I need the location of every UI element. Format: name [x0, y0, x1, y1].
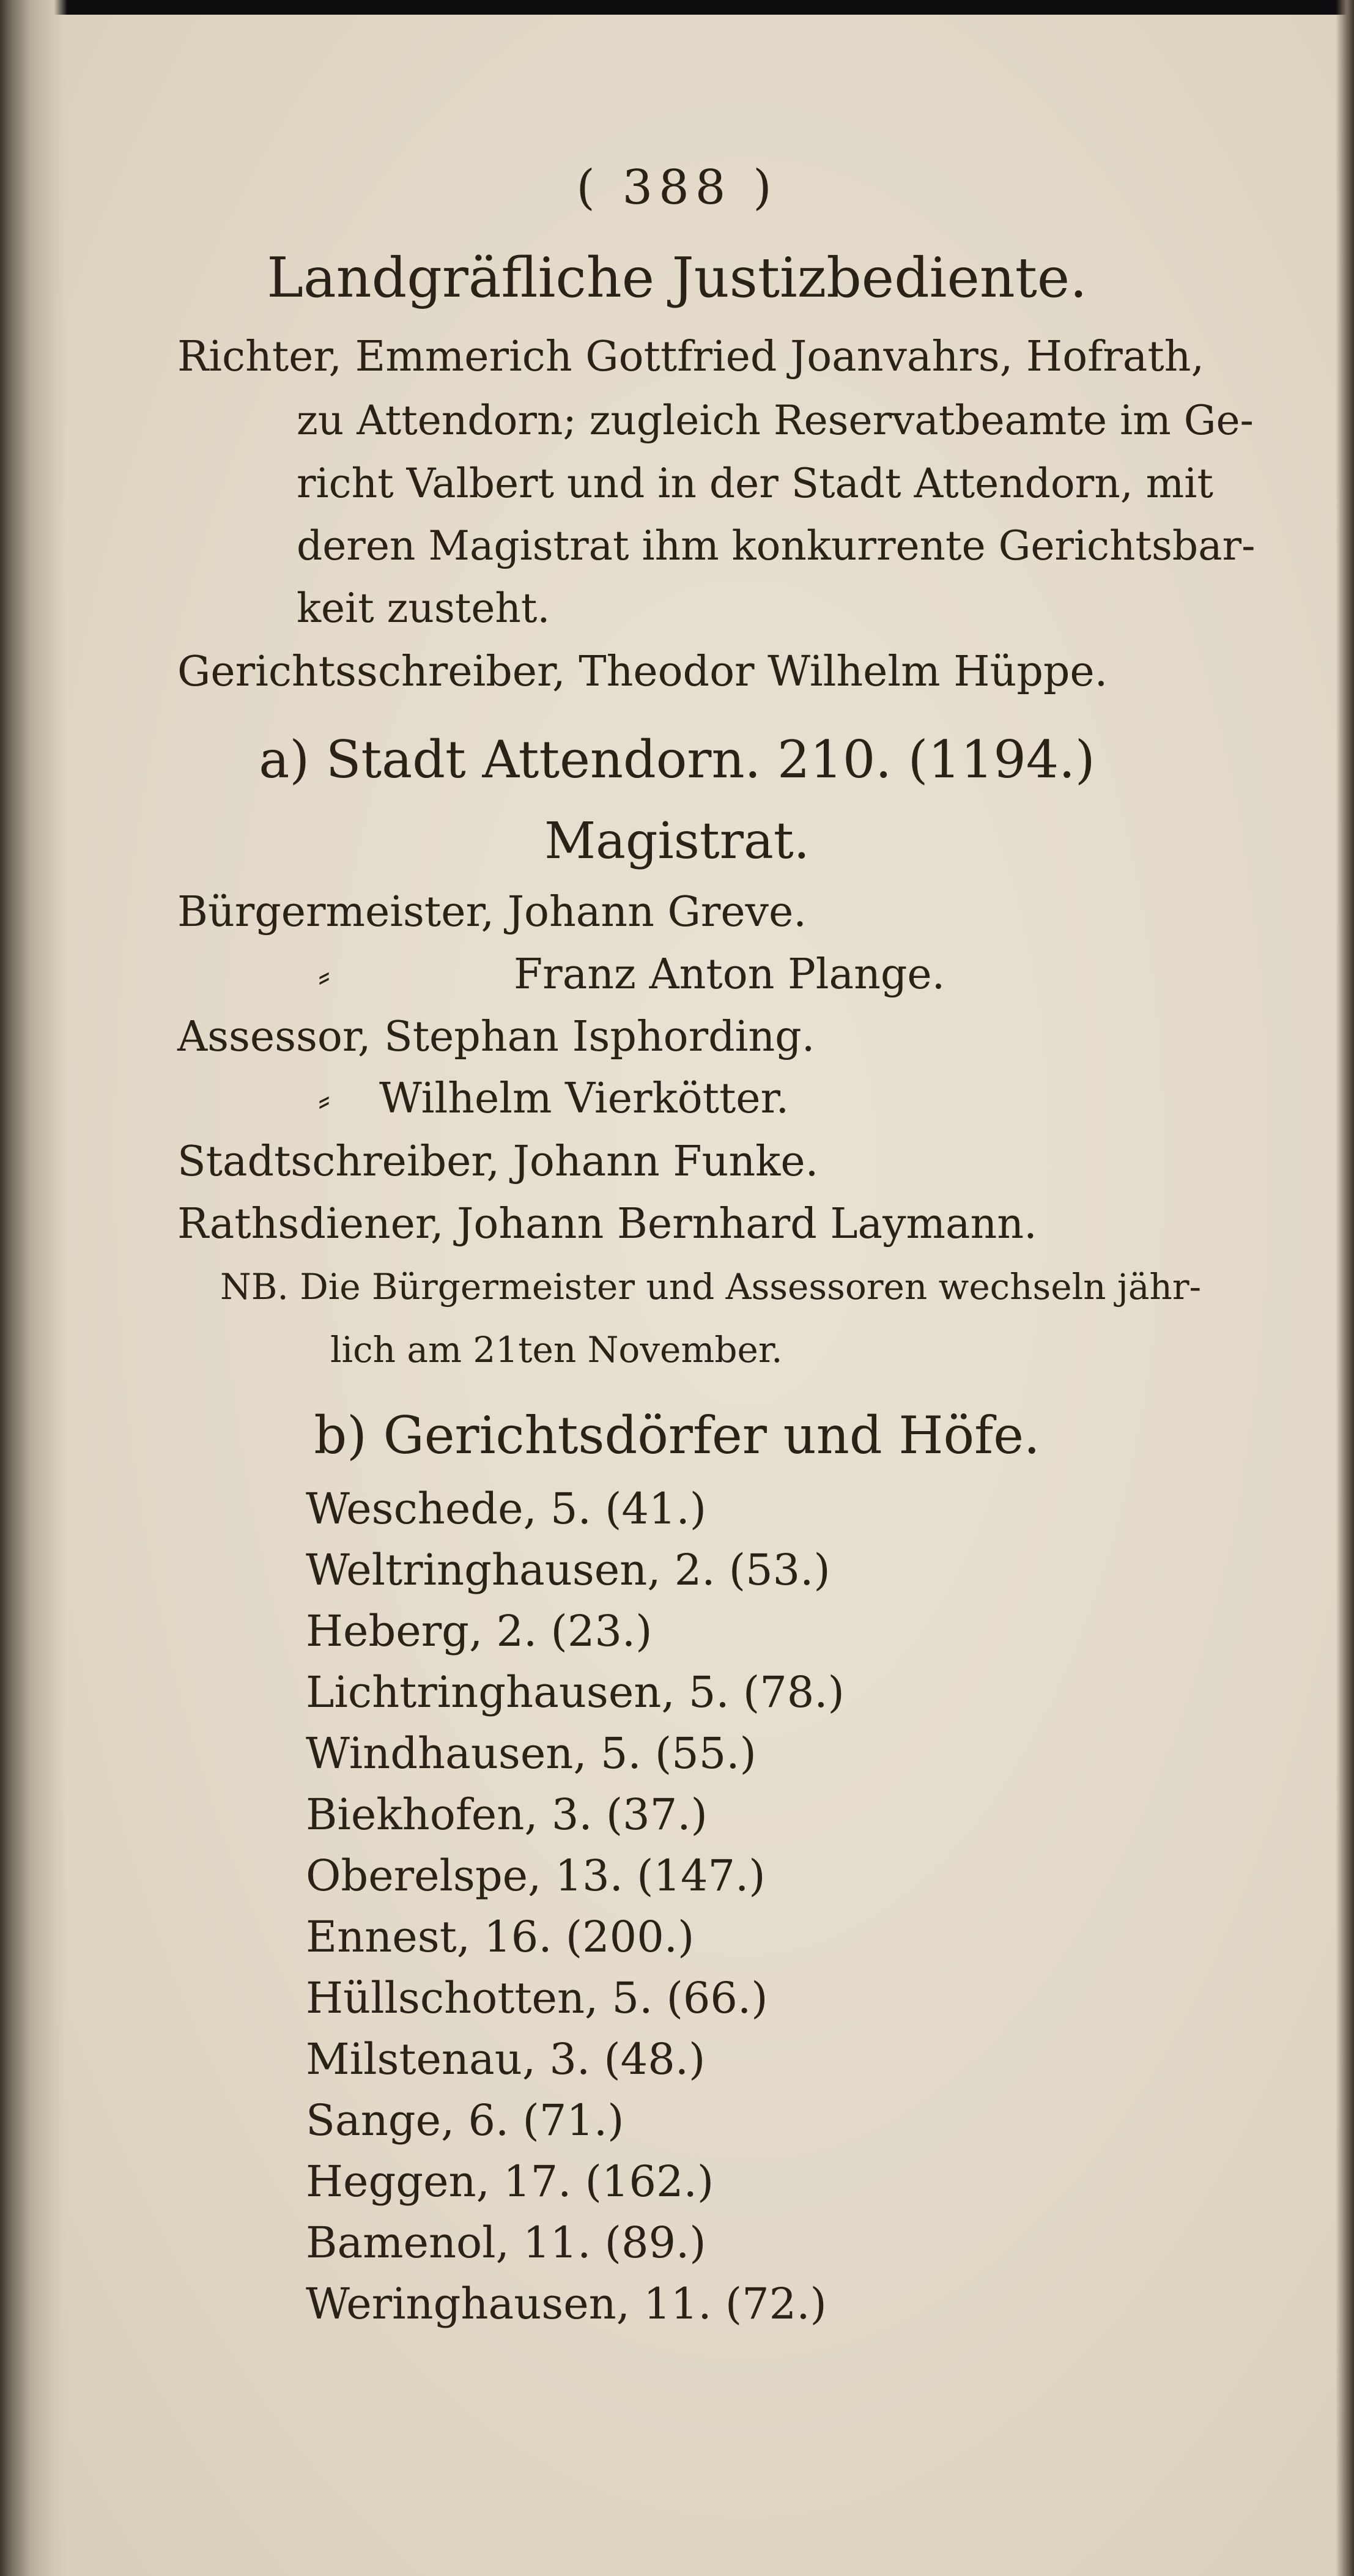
ditto-mark-2: ⸗: [318, 1078, 330, 1121]
village-item: Milstenau, 3. (48.): [306, 2034, 706, 2084]
richter-line-3: richt Valbert und in der Stadt Attendorn, mit: [297, 460, 1213, 507]
village-item: Oberelspe, 13. (147.): [306, 1851, 766, 1901]
village-item: Weringhausen, 11. (72.): [306, 2279, 827, 2329]
village-item: Ennest, 16. (200.): [306, 1912, 695, 1962]
village-item: Hüllschotten, 5. (66.): [306, 1973, 768, 2023]
magistrat-row-5: Stadtschreiber, Johann Funke.: [177, 1138, 819, 1186]
section-title: Landgräfliche Justizbediente.: [267, 246, 1087, 310]
richter-line-1: Richter, Emmerich Gottfried Joanvahrs, Hofrath,: [177, 333, 1205, 381]
dorfer-heading: b) Gerichtsdörfer und Höfe.: [314, 1405, 1040, 1465]
village-item: Weschede, 5. (41.): [306, 1484, 707, 1534]
magistrat-row-3: Assessor, Stephan Isphording.: [177, 1013, 815, 1061]
richter-line-4: deren Magistrat ihm konkurrente Gerichtsbar-: [297, 522, 1256, 569]
village-item: Lichtringhausen, 5. (78.): [306, 1667, 845, 1717]
village-item: Windhausen, 5. (55.): [306, 1728, 757, 1778]
richter-line-5: keit zusteht.: [297, 585, 550, 632]
stadt-heading: a) Stadt Attendorn. 210. (1194.): [259, 730, 1095, 790]
note-line-2: lich am 21ten November.: [330, 1329, 783, 1371]
book-binding-shadow: [0, 0, 67, 2576]
village-item: Heggen, 17. (162.): [306, 2156, 714, 2207]
gerichtsschreiber: Gerichtsschreiber, Theodor Wilhelm Hüppe.: [177, 648, 1108, 696]
page-edge-shadow: [1336, 0, 1354, 2576]
village-item: Weltringhausen, 2. (53.): [306, 1545, 831, 1595]
village-item: Bamenol, 11. (89.): [306, 2218, 706, 2268]
magistrat-heading: Magistrat.: [544, 812, 810, 870]
page-number: ( 388 ): [576, 160, 778, 215]
magistrat-row-2: Franz Anton Plange.: [514, 950, 945, 999]
magistrat-row-6: Rathsdiener, Johann Bernhard Laymann.: [177, 1200, 1037, 1248]
village-item: Biekhofen, 3. (37.): [306, 1790, 708, 1840]
richter-line-2: zu Attendorn; zugleich Reservatbeamte im Ge-: [297, 397, 1254, 444]
note-line-1: NB. Die Bürgermeister und Assessoren wechseln jähr-: [220, 1266, 1202, 1308]
ditto-mark-1: ⸗: [318, 954, 330, 997]
village-item: Heberg, 2. (23.): [306, 1606, 653, 1656]
top-shadow: [0, 0, 1354, 15]
magistrat-row-4: Wilhelm Vierkötter.: [379, 1075, 790, 1123]
magistrat-row-1: Bürgermeister, Johann Greve.: [177, 888, 807, 936]
village-item: Sange, 6. (71.): [306, 2095, 624, 2145]
